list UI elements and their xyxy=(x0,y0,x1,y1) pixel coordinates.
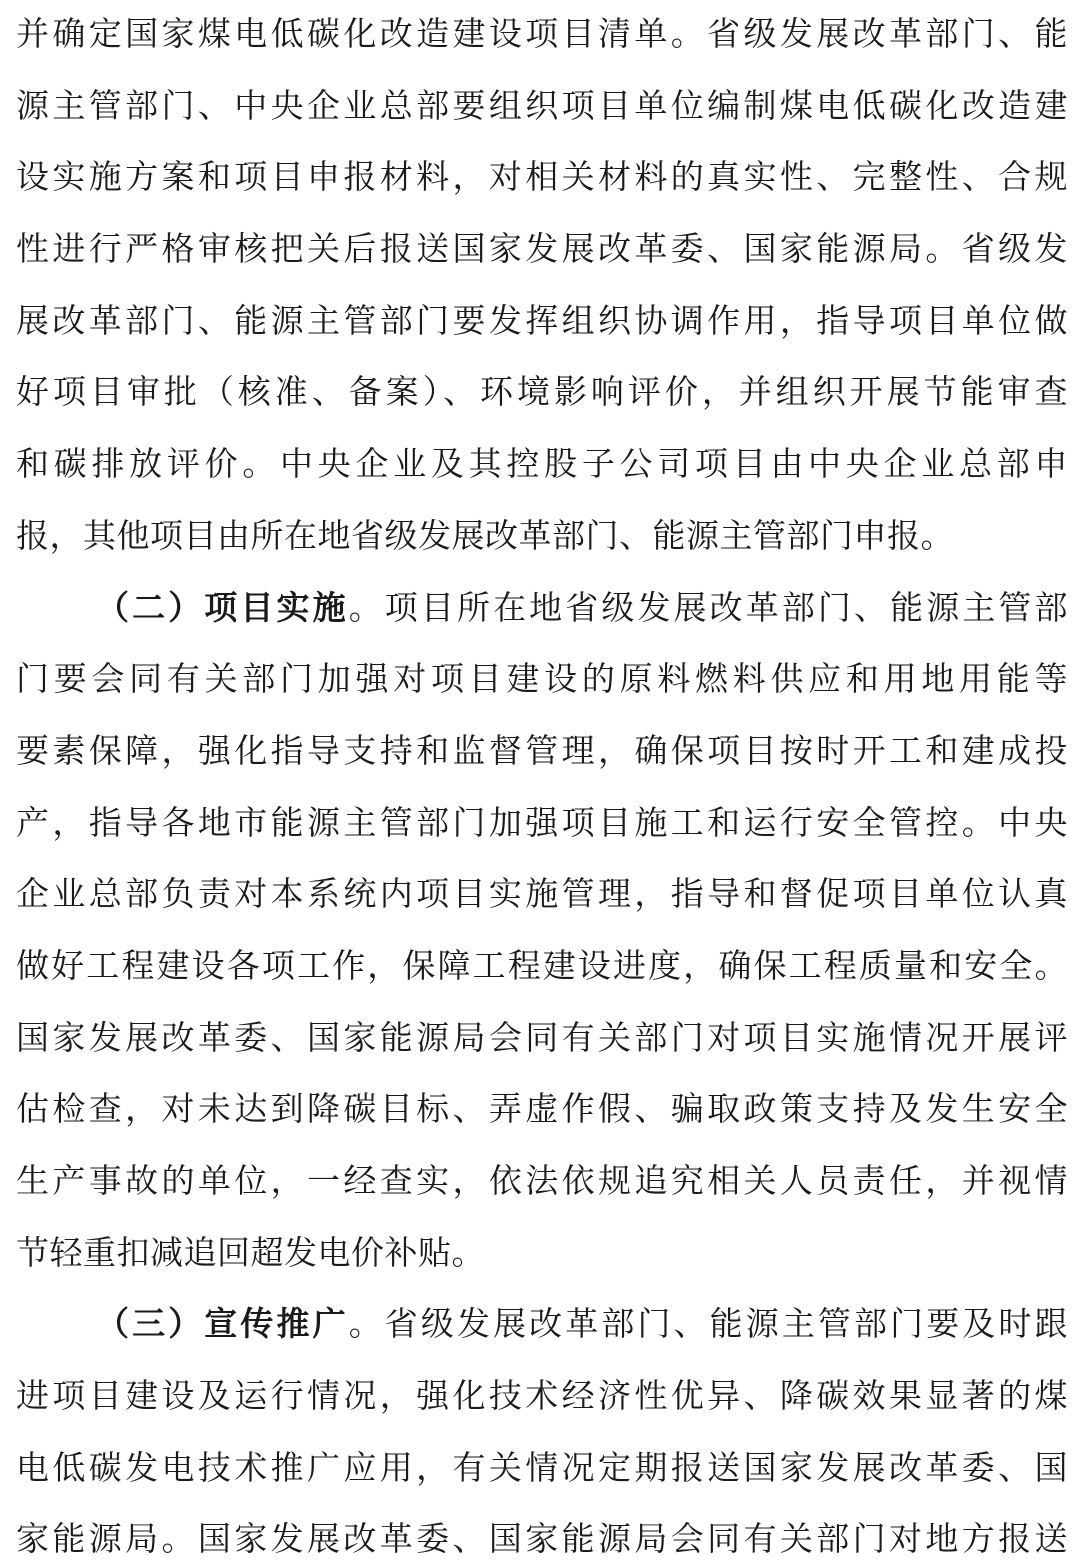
text-line: 国家发展改革委、国家能源局会同有关部门对项目实施情况开展评 xyxy=(16,1017,1068,1057)
text-line: 展改革部门、能源主管部门要发挥组织协调作用，指导项目单位做 xyxy=(16,300,1068,340)
text-line: 生产事故的单位，一经查实，依法依规追究相关人员责任，并视情 xyxy=(16,1161,1068,1200)
text-run: 。项目所在地省级发展改革部门、能源主管部 xyxy=(348,587,1068,627)
text-line: 要素保障，强化指导支持和监督管理，确保项目按时开工和建成投 xyxy=(16,730,1068,770)
text-line: 企业总部负责对本系统内项目实施管理，指导和督促项目单位认真 xyxy=(16,874,1068,914)
text-line: 源主管部门、中央企业总部要组织项目单位编制煤电低碳化改造建 xyxy=(16,85,1068,125)
text-line: 并确定国家煤电低碳化改造建设项目清单。省级发展改革部门、能 xyxy=(16,14,1068,53)
text-line: 节轻重扣减追回超发电价补贴。 xyxy=(16,1232,485,1272)
text-line: 性进行严格审核把关后报送国家发展改革委、国家能源局。省级发 xyxy=(16,229,1068,269)
text-line xyxy=(16,572,1068,644)
text-line: 做好工程建设各项工作，保障工程建设进度，确保工程质量和安全。 xyxy=(16,945,1068,985)
text-line: 设实施方案和项目申报材料，对相关材料的真实性、完整性、合规 xyxy=(16,157,1068,197)
section-heading: （三）宣传推广 xyxy=(96,1304,349,1344)
text-line: 报，其他项目由所在地省级发展改革部门、能源主管部门申报。 xyxy=(16,515,954,555)
text-line: 家能源局。国家发展改革委、国家能源局会同有关部门对地方报送 xyxy=(16,1519,1068,1559)
text-line: 好项目审批（核准、备案）、环境影响评价，并组织开展节能审查 xyxy=(16,372,1068,412)
text-line: 估检查，对未达到降碳目标、弄虚作假、骗取政策支持及发生安全 xyxy=(16,1089,1068,1129)
paragraph-application xyxy=(16,0,1068,572)
section-heading: （二）项目实施 xyxy=(96,587,349,627)
text-line: 和碳排放评价。中央企业及其控股子公司项目由中央企业总部申 xyxy=(16,444,1068,484)
text-line: 电低碳发电技术推广应用，有关情况定期报送国家发展改革委、国 xyxy=(16,1447,1068,1487)
text-line: 产，指导各地市能源主管部门加强项目施工和运行安全管控。中央 xyxy=(16,802,1068,842)
paragraph-project-implementation xyxy=(16,572,1068,1289)
text-line: 进项目建设及运行情况，强化技术经济性优异、降碳效果显著的煤 xyxy=(16,1376,1068,1416)
text-run: 。省级发展改革部门、能源主管部门要及时跟 xyxy=(348,1304,1068,1344)
document-page xyxy=(16,0,1068,1565)
paragraph-publicity-promotion xyxy=(16,1288,1068,1565)
text-line xyxy=(16,1288,1068,1360)
text-line: 门要会同有关部门加强对项目建设的原料燃料供应和用地用能等 xyxy=(16,659,1068,699)
